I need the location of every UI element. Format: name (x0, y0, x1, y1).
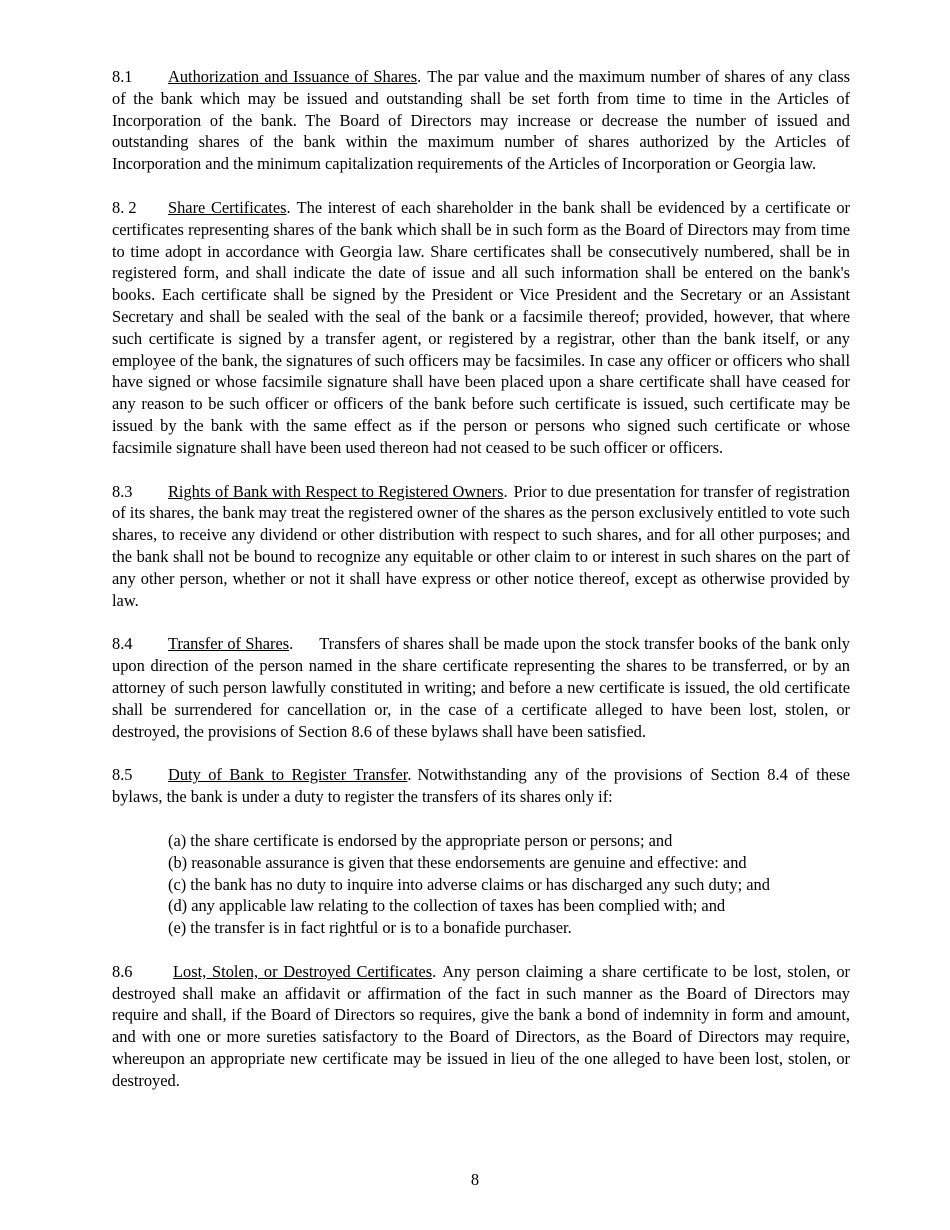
list-item: (d) any applicable law relating to the collection of taxes has been complied with; and (168, 896, 726, 916)
section-8-2: 8. 2 Share Certificates. The interest of each shareholder in the bank shall be evidenced by a certificate or certificates representing shares of the bank which shall be in such form as the Board of Directors may from time to time adopt in accordance with Georgia law. Share certificates shall be consecutively numbered, shall be in registered form, and shall indicate the date of issue and all such information shall be entered on the bank's books. Each certificate shall be signed by the President or Vice President and the Secretary or an Assistant Secretary and shall be sealed with the seal of the bank or a facsimile thereof; provided, however, that where such certificate is signed by a transfer agent, or registered by a registrar, other than the bank itself, or any employee of the bank, the signatures of such officers may be facsimiles. In case any officer or officers who shall have signed or whose facsimile signature shall have been placed upon a share certificate shall have ceased for any reason to be such officer or officers of the bank before such certificate is issued, such certificate may be issued by the bank with the same effect as if the person or persons who signed such certificate or whose facsimile signature shall have been used thereon had not ceased to be such officer or officers. (112, 197, 851, 457)
section-number: 8.4 (112, 634, 133, 654)
list-item: (e) the transfer is in fact rightful or is to a bonafide purchaser. (168, 918, 572, 938)
section-title: Authorization and Issuance of Shares (168, 67, 418, 86)
document-page (112, 66, 850, 1114)
section-8-1: 8.1 Authorization and Issuance of Shares. The par value and the maximum number of shares of any class of the bank which may be issued and outstanding shall be set forth from time to time in the Articles of Incorporation of the bank. The Board of Directors may increase or decrease the number of issued and outstanding shares of the bank within the maximum number of shares authorized by the Articles of Incorporation and the minimum capitalization requirements of the Articles of Incorporation or Georgia law. (112, 67, 850, 174)
section-8-3: 8.3 Rights of Bank with Respect to Registered Owners. Prior to due presentation for transfer of registration of its shares, the bank may treat the registered owner of the shares as the person exclusively entitled to vote such shares, to receive any dividend or other distribution with respect to such shares, and for all other purposes; and the bank shall not be bound to recognize any equitable or other claim to or interest in such shares on the part of any other person, whether or not it shall have express or other notice thereof, except as otherwise provided by law. (112, 481, 850, 610)
section-title: Lost, Stolen, or Destroyed Certificates (173, 961, 433, 981)
section-8-5: 8.5 Duty of Bank to Register Transfer. Notwithstanding any of the provisions of Section 8.4 of these bylaws, the bank is under a duty to register the transfers of its shares only if: (112, 765, 850, 807)
section-number: 8.1 (112, 67, 133, 86)
list-item: (b) reasonable assurance is given that these endorsements are genuine and effective: and (168, 852, 747, 872)
section-body: Prior to due presentation for transfer of registration of its shares, the bank may treat the registered owner of the shares as the person exclusively entitled to vote such shares, to receive any dividend or other distribution with respect to such shares, and for all other purposes; and the bank shall not be bound to recognize any equitable or other claim to or interest in such shares on the part of any other person, whether or not it shall have express or other notice thereof, except as otherwise provided by law. (112, 481, 850, 610)
section-8-6: 8.6 Lost, Stolen, or Destroyed Certificates. Any person claiming a share certificate to be lost, stolen, or destroyed shall make an affidavit or affirmation of the fact in such manner as the Board of Directors may require and shall, if the Board of Directors so requires, give the bank a bond of indemnity in form and amount, and with one or more sureties satisfactory to the Board of Directors, as the Board of Directors may require, whereupon an appropriate new certificate may be issued in lieu of the one alleged to have been lost, stolen, or destroyed. (112, 961, 850, 1090)
section-body: The interest of each shareholder in the bank shall be evidenced by a certificate or certificates representing shares of the bank which shall be in such form as the Board of Directors may from time to time adopt in accordance with Georgia law. Share certificates shall be consecutively numbered, shall be in registered form, and shall indicate the date of issue and all such information shall be entered on the bank's books. Each certificate shall be signed by the President or Vice President and the Secretary or an Assistant Secretary and shall be sealed with the seal of the bank or a facsimile thereof; provided, however, that where such certificate is signed by a transfer agent, or registered by a registrar, other than the bank itself, or any employee of the bank, the signatures of such officers may be facsimiles. In case any officer or officers who shall have signed or whose facsimile signature shall have been placed upon a share certificate shall have ceased for any reason to be such officer or officers of the bank before such certificate is issued, such certificate may be issued by the bank with the same effect as if the person or persons who signed such certificate or whose facsimile signature shall have been used thereon had not ceased to be such officer or officers. (112, 197, 851, 457)
section-body: The par value and the maximum number of shares of any class of the bank which may be issued and outstanding shall be set forth from time to time in the Articles of Incorporation of the bank. The Board of Directors may increase or decrease the number of issued and outstanding shares of the bank within the maximum number of shares authorized by the Articles of Incorporation and the minimum capitalization requirements of the Articles of Incorporation or Georgia law. (112, 67, 850, 174)
section-number: 8.6 (112, 961, 133, 981)
page-number: 8 (470, 1170, 480, 1189)
section-number: 8.3 (112, 481, 133, 501)
section-number: 8. 2 (112, 197, 137, 217)
section-body: Transfers of shares shall be made upon the stock transfer books of the bank only upon direction of the person named in the share certificate representing the shares to be transferred, or by an attorney of such person lawfully constituted in writing; and before a new certificate is issued, the old certificate shall be surrendered for cancellation or, in the case of a certificate alleged to have been lost, stolen, or destroyed, the provisions of Section 8.6 of these bylaws shall have been satisfied. (112, 634, 850, 741)
section-number: 8.5 (112, 765, 133, 785)
section-8-4: 8.4 Transfer of Shares. Transfers of shares shall be made upon the stock transfer books of the bank only upon direction of the person named in the share certificate representing the shares to be transferred, or by an attorney of such person lawfully constituted in writing; and before a new certificate is issued, the old certificate shall be surrendered for cancellation or, in the case of a certificate alleged to have been lost, stolen, or destroyed, the provisions of Section 8.6 of these bylaws shall have been satisfied. (112, 634, 850, 741)
section-title: Rights of Bank with Respect to Registered Owners (168, 481, 504, 501)
section-body: Any person claiming a share certificate to be lost, stolen, or destroyed shall make an affidavit or affirmation of the fact in such manner as the Board of Directors may require and shall, if the Board of Directors so requires, give the bank a bond of indemnity in form and amount, and with one or more sureties satisfactory to the Board of Directors, as the Board of Directors may require, whereupon an appropriate new certificate may be issued in lieu of the one alleged to have been lost, stolen, or destroyed. (112, 961, 850, 1090)
list-item: (a) the share certificate is endorsed by the appropriate person or persons; and (168, 830, 673, 850)
section-body: Notwithstanding any of the provisions of Section 8.4 of these bylaws, the bank is under a duty to register the transfers of its shares only if: (112, 765, 850, 807)
transfer-conditions-list (168, 830, 850, 939)
section-title: Share Certificates (168, 197, 287, 217)
section-title: Duty of Bank to Register Transfer (168, 765, 408, 785)
section-title: Transfer of Shares (168, 634, 290, 654)
list-item: (c) the bank has no duty to inquire into adverse claims or has discharged any such duty; and (168, 874, 770, 894)
